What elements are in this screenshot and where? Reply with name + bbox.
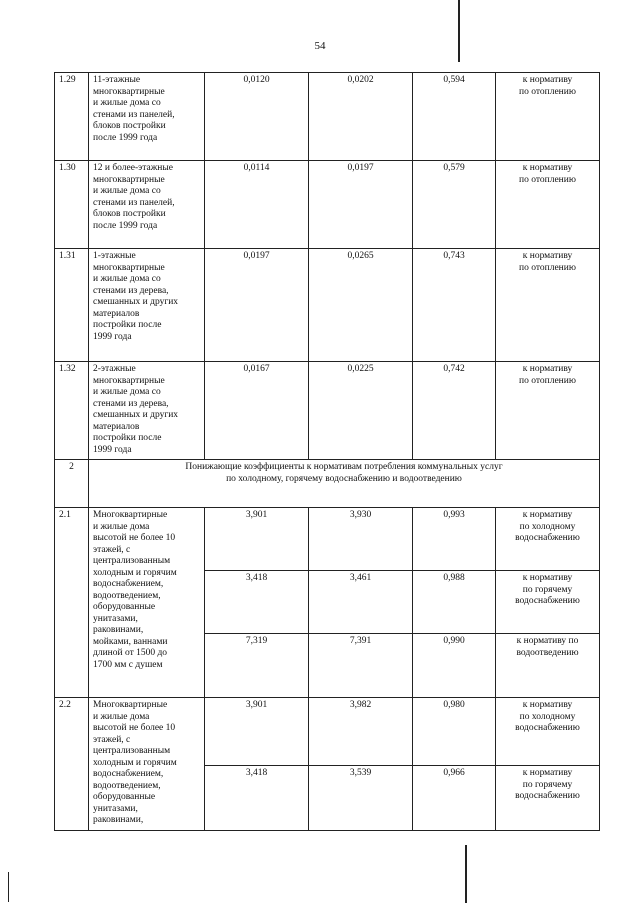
coefficient-cell: 0,743 (413, 249, 496, 362)
note-cell: к нормативу по отоплению (496, 362, 600, 460)
table-row (55, 698, 600, 766)
building-description: 2-этажные многоквартирные и жилые дома со стенами из дерева, смешанных и других материалов постройки после 1999 года (89, 362, 205, 460)
note-cell: к нормативу по водоотведению (496, 634, 600, 698)
table-row (55, 161, 600, 249)
value-cell: 7,319 (205, 634, 309, 698)
note-cell: к нормативу по холодному водоснабжению (496, 698, 600, 766)
value-cell: 7,391 (309, 634, 413, 698)
scan-artifact-top (458, 0, 460, 62)
coefficient-cell: 0,742 (413, 362, 496, 460)
coefficients-table (54, 72, 600, 831)
scan-artifact-left (8, 872, 9, 902)
value-cell: 0,0197 (205, 249, 309, 362)
building-description: 11-этажные многоквартирные и жилые дома со стенами из панелей, блоков постройки после 1999 года (89, 73, 205, 161)
value-cell: 3,930 (309, 508, 413, 571)
value-cell: 3,418 (205, 571, 309, 634)
value-cell: 3,539 (309, 766, 413, 831)
coefficient-cell: 0,988 (413, 571, 496, 634)
value-cell: 3,418 (205, 766, 309, 831)
value-cell: 0,0114 (205, 161, 309, 249)
coefficient-cell: 0,966 (413, 766, 496, 831)
value-cell: 3,901 (205, 508, 309, 571)
table-row (55, 249, 600, 362)
section-title: Понижающие коэффициенты к нормативам потребления коммунальных услуг по холодному, горячему водоснабжению и водоотведению (89, 460, 600, 508)
building-description: 12 и более-этажные многоквартирные и жилые дома со стенами из панелей, блоков постройки после 1999 года (89, 161, 205, 249)
value-cell: 3,982 (309, 698, 413, 766)
value-cell: 0,0120 (205, 73, 309, 161)
value-cell: 0,0202 (309, 73, 413, 161)
table-row (55, 508, 600, 571)
coefficient-cell: 0,993 (413, 508, 496, 571)
note-cell: к нормативу по холодному водоснабжению (496, 508, 600, 571)
value-cell: 3,901 (205, 698, 309, 766)
building-description: Многоквартирные и жилые дома высотой не более 10 этажей, с централизованным холодным и горячим водоснабжением, водоотведением, оборудованные унитазами, раковинами, (89, 698, 205, 831)
row-number: 1.29 (55, 73, 89, 161)
coefficient-cell: 0,594 (413, 73, 496, 161)
value-cell: 0,0225 (309, 362, 413, 460)
coefficient-cell: 0,579 (413, 161, 496, 249)
page-number: 54 (314, 40, 326, 52)
note-cell: к нормативу по горячему водоснабжению (496, 571, 600, 634)
note-cell: к нормативу по отоплению (496, 73, 600, 161)
value-cell: 0,0167 (205, 362, 309, 460)
building-description: 1-этажные многоквартирные и жилые дома со стенами из дерева, смешанных и других материалов постройки после 1999 года (89, 249, 205, 362)
table-row (55, 362, 600, 460)
note-cell: к нормативу по отоплению (496, 249, 600, 362)
row-number: 1.31 (55, 249, 89, 362)
row-number: 1.30 (55, 161, 89, 249)
table-row (55, 73, 600, 161)
value-cell: 0,0197 (309, 161, 413, 249)
section-row (55, 460, 600, 508)
row-number: 2.2 (55, 698, 89, 831)
value-cell: 0,0265 (309, 249, 413, 362)
coefficient-cell: 0,980 (413, 698, 496, 766)
scan-artifact-bottom (465, 845, 467, 903)
coefficient-cell: 0,990 (413, 634, 496, 698)
note-cell: к нормативу по горячему водоснабжению (496, 766, 600, 831)
building-description: Многоквартирные и жилые дома высотой не более 10 этажей, с централизованным холодным и горячим водоснабжением, водоотведением, оборудованные унитазами, раковинами, мойками, ваннами длиной от 1500 до 1700 мм с душем (89, 508, 205, 698)
section-number: 2 (55, 460, 89, 508)
note-cell: к нормативу по отоплению (496, 161, 600, 249)
row-number: 2.1 (55, 508, 89, 698)
value-cell: 3,461 (309, 571, 413, 634)
row-number: 1.32 (55, 362, 89, 460)
